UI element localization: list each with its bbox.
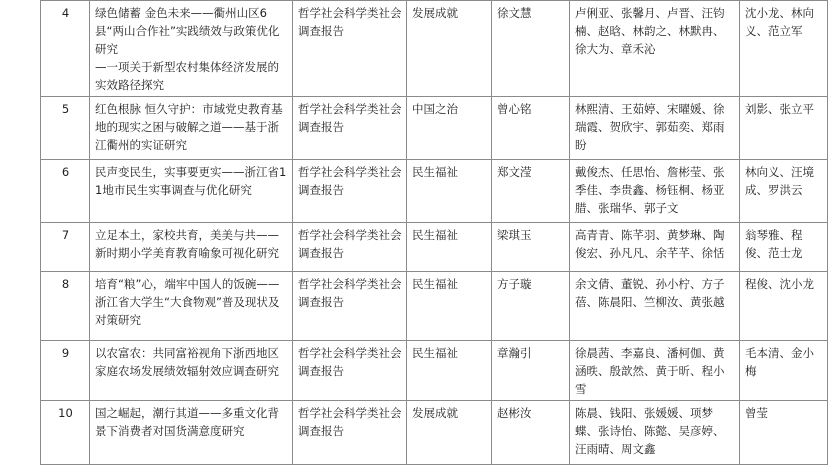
project-type: 哲学社会科学类社会调查报告 xyxy=(293,97,407,160)
team-members: 卢俐亚、张馨月、卢晋、汪钧楠、赵晗、林韵之、林默冉、徐大为、章禾沁 xyxy=(570,1,740,97)
row-number: 5 xyxy=(41,97,90,160)
table-row xyxy=(41,223,828,272)
advisors: 曾莹 xyxy=(740,401,828,465)
table-row xyxy=(41,341,828,401)
advisors: 沈小龙、林向义、范立军 xyxy=(740,1,828,97)
project-leader: 章瀚引 xyxy=(492,341,570,401)
project-leader: 方子璇 xyxy=(492,272,570,341)
project-title: 以农富农：共同富裕视角下浙西地区家庭农场发展绩效辐射效应调查研究 xyxy=(90,341,293,401)
advisors: 刘影、张立平 xyxy=(740,97,828,160)
project-category: 民生福祉 xyxy=(407,272,492,341)
project-title: 绿色储蓄 金色未来——衢州山区6县“两山合作社”实践绩效与政策优化研究 —一项关于新型农村集体经济发展的实效路径探究 xyxy=(90,1,293,97)
team-members: 高青青、陈芊羽、黄梦琳、陶俊宏、孙凡凡、余芊芊、徐恬 xyxy=(570,223,740,272)
project-title: 立足本土，家校共育，美美与共——新时期小学美育教育喻象可视化研究 xyxy=(90,223,293,272)
table-row xyxy=(41,401,828,465)
project-title: 培育“粮”心，端牢中国人的饭碗——浙江省大学生“大食物观”普及现状及对策研究 xyxy=(90,272,293,341)
project-category: 中国之治 xyxy=(407,97,492,160)
project-title: 红色根脉 恒久守护：市域党史教育基地的现实之困与破解之道——基于浙江衢州的实证研究 xyxy=(90,97,293,160)
row-number: 6 xyxy=(41,160,90,223)
advisors: 林向义、汪境成、罗洪云 xyxy=(740,160,828,223)
project-leader: 曾心铭 xyxy=(492,97,570,160)
project-leader: 赵彬汝 xyxy=(492,401,570,465)
project-type: 哲学社会科学类社会调查报告 xyxy=(293,272,407,341)
row-number: 8 xyxy=(41,272,90,341)
advisors: 程俊、沈小龙 xyxy=(740,272,828,341)
project-type: 哲学社会科学类社会调查报告 xyxy=(293,1,407,97)
row-number: 4 xyxy=(41,1,90,97)
team-members: 戴俊杰、任思怡、詹彬莹、张季佳、李贵鑫、杨钰桐、杨亚腊、张瑞华、郭子文 xyxy=(570,160,740,223)
row-number: 10 xyxy=(41,401,90,465)
table-row xyxy=(41,97,828,160)
project-category: 发展成就 xyxy=(407,401,492,465)
project-leader: 徐文慧 xyxy=(492,1,570,97)
project-category: 民生福祉 xyxy=(407,160,492,223)
project-category: 发展成就 xyxy=(407,1,492,97)
project-category: 民生福祉 xyxy=(407,223,492,272)
project-title: 国之崛起，潮行其道——多重文化背景下消费者对国货满意度研究 xyxy=(90,401,293,465)
project-title: 民声变民生，实事要更实——浙江省11地市民生实事调查与优化研究 xyxy=(90,160,293,223)
project-type: 哲学社会科学类社会调查报告 xyxy=(293,160,407,223)
row-number: 9 xyxy=(41,341,90,401)
team-members: 陈晨、钱阳、张媛媛、项梦蝶、张诗怡、陈懿、吴彦婷、汪雨晴、周文鑫 xyxy=(570,401,740,465)
table-row xyxy=(41,160,828,223)
team-members: 徐晨茜、李嘉良、潘柯伽、黄涵昳、殷歆然、黄于昕、程小雪 xyxy=(570,341,740,401)
project-leader: 郑文滢 xyxy=(492,160,570,223)
project-category: 民生福祉 xyxy=(407,341,492,401)
project-list-table xyxy=(40,0,828,465)
table-row xyxy=(41,272,828,341)
project-type: 哲学社会科学类社会调查报告 xyxy=(293,223,407,272)
team-members: 林熙清、王茹婷、宋曜媛、徐瑞霞、贺欣宇、郭茹奕、郑雨盼 xyxy=(570,97,740,160)
project-type: 哲学社会科学类社会调查报告 xyxy=(293,341,407,401)
team-members: 余文倩、董锐、孙小柠、方子蓓、陈晨阳、竺柳汝、黄张越 xyxy=(570,272,740,341)
project-type: 哲学社会科学类社会调查报告 xyxy=(293,401,407,465)
advisors: 毛本清、金小梅 xyxy=(740,341,828,401)
table-row xyxy=(41,1,828,97)
row-number: 7 xyxy=(41,223,90,272)
advisors: 翁琴雅、程俊、范士龙 xyxy=(740,223,828,272)
project-leader: 梁琪玉 xyxy=(492,223,570,272)
